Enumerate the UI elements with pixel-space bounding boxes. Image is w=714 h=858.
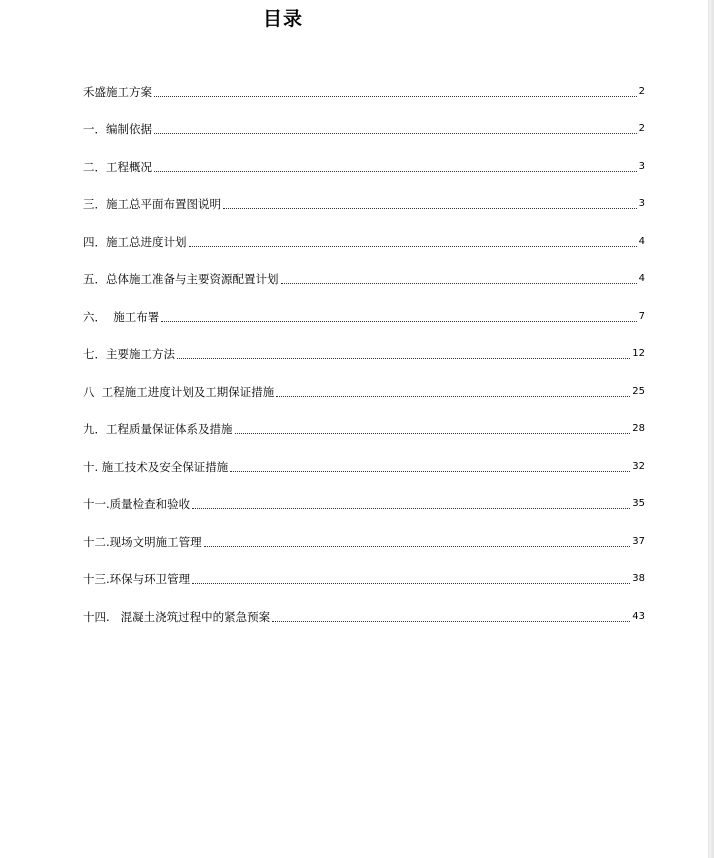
toc-entry[interactable] [83, 550, 645, 588]
toc-entry-label: 十二.现场文明施工管理 [83, 534, 202, 549]
toc-entry-label: 禾盛施工方案 [83, 84, 152, 99]
toc-entry[interactable] [83, 400, 645, 438]
toc-dot-leader [177, 357, 630, 359]
toc-dot-leader [192, 582, 630, 584]
toc-entry-label: 十一.质量检查和验收 [83, 497, 191, 511]
toc-entry-label: 九．工程质量保证体系及措施 [83, 422, 233, 436]
toc-entry-label: 十三.环保与环卫管理 [83, 572, 191, 586]
toc-entry[interactable] [83, 512, 645, 550]
toc-entry-page: 32 [632, 460, 645, 472]
toc-entry-label: 三．施工总平面布置图说明 [83, 197, 221, 211]
toc-entry-label: 二．工程概况 [83, 159, 152, 174]
toc-entry-label: 五．总体施工准备与主要资源配置计划 [83, 272, 279, 286]
toc-entry-page: 2 [638, 123, 645, 134]
toc-entry[interactable] [83, 137, 645, 175]
toc-dot-leader [272, 620, 630, 622]
toc-entry-page: 4 [638, 235, 645, 247]
toc-entry-page: 4 [638, 273, 645, 284]
toc-entry-label: 六． 施工布署 [83, 309, 160, 324]
toc-entry[interactable] [83, 100, 645, 138]
toc-entry[interactable] [83, 287, 645, 325]
page-edge-shadow [708, 0, 714, 858]
toc-entry[interactable] [83, 175, 645, 213]
toc-entry-label: 十. 施工技术及安全保证措施 [83, 459, 229, 474]
toc-dot-leader [154, 95, 637, 97]
toc-dot-leader [161, 320, 636, 322]
toc-dot-leader [281, 282, 637, 284]
toc-entry-page: 43 [632, 610, 645, 622]
toc-entry-label: 一．编制依据 [83, 122, 152, 136]
toc-dot-leader [276, 395, 630, 397]
toc-dot-leader [154, 132, 637, 134]
table-of-contents [83, 62, 645, 625]
toc-entry-page: 37 [632, 535, 645, 547]
toc-entry[interactable] [83, 325, 645, 363]
toc-dot-leader [189, 245, 637, 247]
toc-dot-leader [235, 432, 631, 434]
toc-entry[interactable] [83, 212, 645, 250]
toc-entry[interactable] [83, 250, 645, 288]
toc-entry[interactable] [83, 62, 645, 100]
toc-entry[interactable] [83, 587, 645, 625]
toc-entry-page: 3 [638, 160, 645, 172]
toc-entry-page: 25 [632, 385, 645, 397]
toc-entry-page: 7 [638, 310, 645, 322]
toc-dot-leader [223, 207, 637, 209]
toc-entry-label: 十四. 混凝土浇筑过程中的紧急预案 [83, 609, 271, 624]
toc-entry[interactable] [83, 475, 645, 513]
toc-entry-label: 四．施工总进度计划 [83, 234, 187, 249]
toc-entry-page: 3 [638, 198, 645, 209]
toc-entry-page: 38 [632, 573, 645, 584]
toc-entry-label: 七．主要施工方法 [83, 347, 175, 361]
toc-entry[interactable] [83, 362, 645, 400]
toc-entry-label: 八 工程施工进度计划及工期保证措施 [83, 384, 275, 399]
toc-entry-page: 12 [632, 348, 645, 359]
toc-entry-page: 35 [632, 498, 645, 509]
toc-title: 目录 [262, 8, 303, 30]
toc-entry[interactable] [83, 437, 645, 475]
toc-entry-page: 28 [632, 423, 645, 434]
toc-entry-page: 2 [638, 85, 645, 97]
toc-dot-leader [192, 507, 630, 509]
toc-dot-leader [230, 470, 630, 472]
toc-dot-leader [154, 170, 637, 172]
toc-dot-leader [204, 545, 631, 547]
